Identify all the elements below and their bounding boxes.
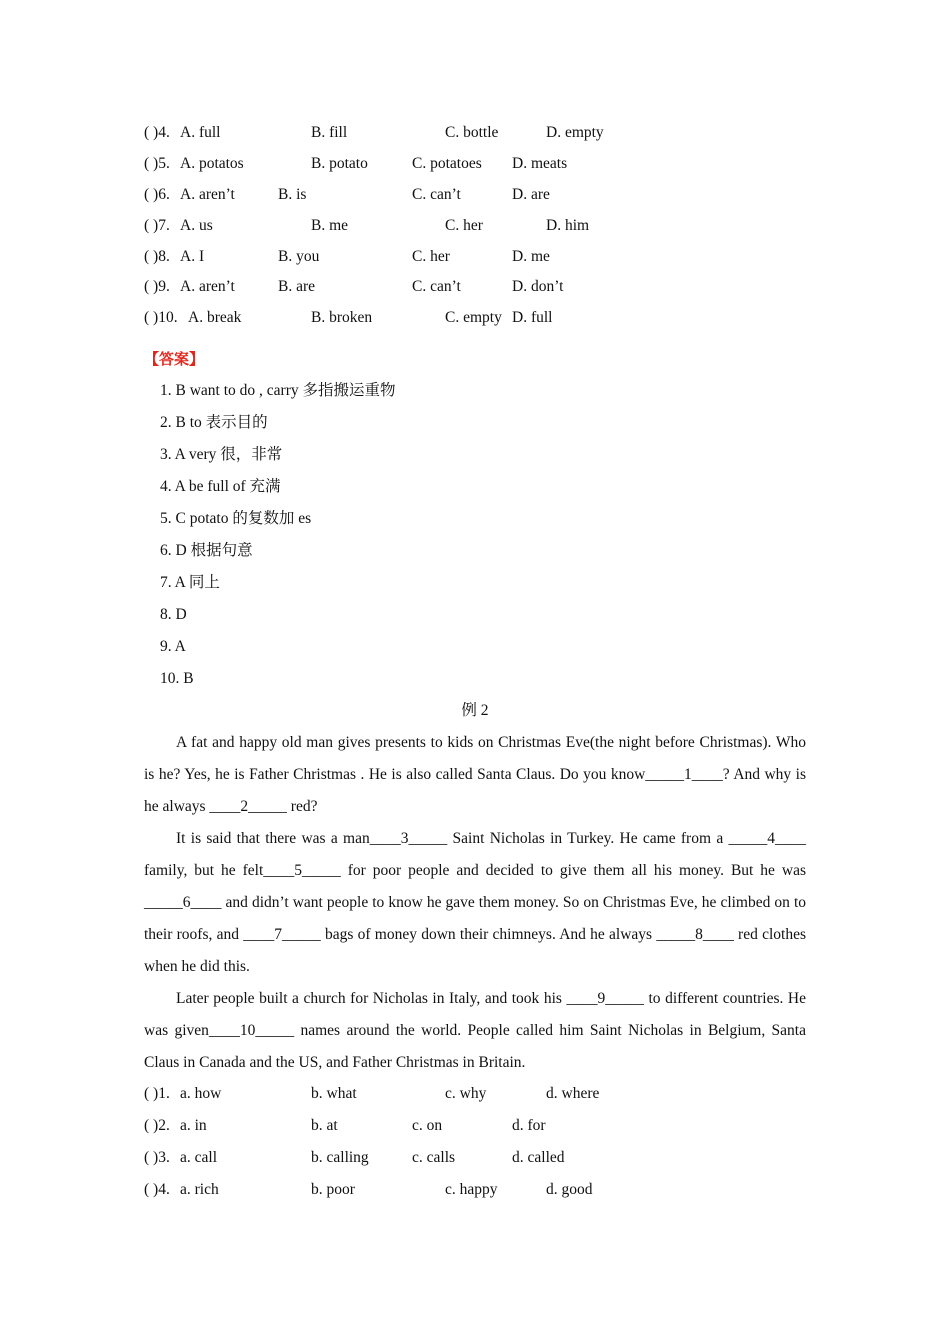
answer-item: 10. B [160,670,194,687]
option-c: C. potatoes [412,155,482,172]
option-a: A. aren’t [180,278,235,295]
option-c: c. why [445,1085,487,1102]
option-c: c. on [412,1117,443,1134]
option-d: d. good [546,1181,593,1198]
option-d: D. him [546,217,590,234]
question-number: ( )2. [144,1117,170,1134]
answer-item: 3. A very 很，非常 [160,446,283,463]
question-number: ( )10. [144,309,178,326]
option-b: b. at [311,1117,338,1134]
question-number: ( )7. [144,217,170,234]
option-b: b. calling [311,1149,369,1166]
option-c: C. can’t [412,278,461,295]
option-c: C. can’t [412,186,461,203]
question-number: ( )8. [144,248,170,265]
option-a: a. how [180,1085,222,1102]
question-number: ( )9. [144,278,170,295]
option-a: A. potatos [180,155,244,172]
answer-item: 8. D [160,606,187,623]
option-c: C. her [445,217,483,234]
passage-paragraph: It is said that there was a man____3_____ Saint Nicholas in Turkey. He came from a _____4____ family, but he felt____5_____ for poor people and decided to give them all his money. But he was _____6____ and didn’t want people to know he gave them money. So on Christmas Eve, he climbed on to their roofs, and ____7_____ bags of money down their chimneys. And he always _____8____ red clothes when he did this. [144,830,806,975]
passage-paragraph: Later people built a church for Nicholas in Italy, and took his ____9_____ to different countries. He was given____10_____ names around the world. People called him Saint Nicholas in Belgium, Santa Claus in Canada and the US, and Father Christmas in Britain. [144,990,806,1071]
answer-item: 2. B to 表示目的 [160,414,268,431]
option-c: c. happy [445,1181,498,1198]
option-b: B. is [278,186,307,203]
question-number: ( )6. [144,186,170,203]
answer-item: 6. D 根据句意 [160,542,253,559]
answer-item: 7. A 同上 [160,574,220,591]
option-d: D. empty [546,124,604,141]
question-number: ( )4. [144,1181,170,1198]
option-d: D. me [512,248,550,265]
passage-paragraph: A fat and happy old man gives presents to kids on Christmas Eve(the night before Christmas). Who is he? Yes, he is Father Christmas . He is also called Santa Claus. Do you know_____1____? And why is he always ____2_____ red? [144,734,806,815]
question-number: ( )5. [144,155,170,172]
question-number: ( )3. [144,1149,170,1166]
option-b: B. broken [311,309,373,326]
option-a: A. aren’t [180,186,235,203]
option-d: D. are [512,186,550,203]
option-a: A. break [188,309,242,326]
option-a: a. rich [180,1181,219,1198]
option-b: B. you [278,248,320,265]
option-b: b. poor [311,1181,355,1198]
option-b: B. are [278,278,316,295]
option-c: C. her [412,248,450,265]
option-b: B. me [311,217,349,234]
option-d: d. where [546,1085,600,1102]
option-d: D. don’t [512,278,564,295]
option-b: B. potato [311,155,368,172]
option-d: D. meats [512,155,568,172]
option-a: A. us [180,217,213,234]
option-a: a. call [180,1149,218,1166]
answer-item: 5. C potato 的复数加 es [160,510,312,527]
option-d: d. called [512,1149,565,1166]
option-c: c. calls [412,1149,456,1166]
option-a: A. full [180,124,221,141]
answer-item: 9. A [160,638,186,655]
option-a: a. in [180,1117,207,1134]
option-b: B. fill [311,124,348,141]
option-c: C. empty [445,309,502,326]
question-number: ( )1. [144,1085,170,1102]
example-title: 例 2 [461,702,489,719]
option-c: C. bottle [445,124,499,141]
option-b: b. what [311,1085,357,1102]
answer-item: 4. A be full of 充满 [160,478,281,495]
option-d: d. for [512,1117,546,1134]
answer-item: 1. B want to do , carry 多指搬运重物 [160,382,396,399]
option-d: D. full [512,309,553,326]
option-a: A. I [180,248,205,265]
question-number: ( )4. [144,124,170,141]
answer-heading: 【答案】 [144,350,205,368]
